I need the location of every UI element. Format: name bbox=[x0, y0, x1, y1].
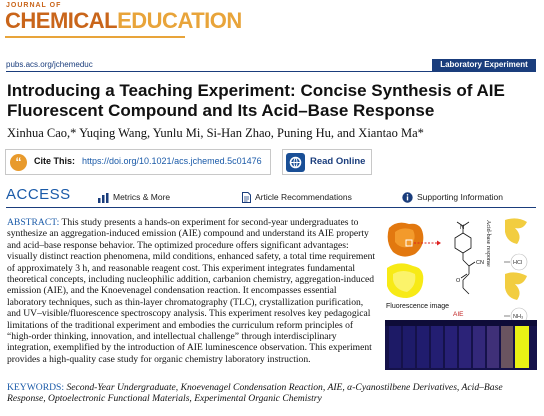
nh3-label: NH₃ bbox=[513, 314, 524, 320]
article-title: Introducing a Teaching Experiment: Concise Synthesis of AIE Fluorescent Compound and Its Acid–Base Response bbox=[7, 81, 505, 120]
url-divider bbox=[6, 71, 536, 72]
read-online-button[interactable] bbox=[282, 149, 372, 175]
access-divider bbox=[6, 207, 536, 208]
document-icon bbox=[242, 192, 251, 203]
toc-graphic[interactable] bbox=[383, 216, 538, 372]
aie-label: AIE bbox=[453, 311, 464, 318]
recommendations-button[interactable] bbox=[242, 192, 352, 203]
abstract-body: This study presents a hands-on experiment for second-year undergraduates to synthesize an aggregation-induced emission (AIE) compound and understand its AIE property and acid–base response behavior. The optimized procedure offers significant advantages: visually distinct reaction phenomena, mild conditions, enhanced safety, a total time requirement of approximately 3 h, and reasonable reagent cost. This experiment integrates fundamental theoretical concepts, including nucleophilic addition, carbanion chemistry, aggregation-induced emission (AIE), and the Knoevenagel condensation reaction. It encompasses essential laboratory techniques, such as thin-layer chromatography (TLC), crystallization purification, and UV–visible/fluorescence spectroscopy analysis. This experiment resolves key pedagogical limitations of the traditional experiment and embodies the curriculum reform principles of “high-order thinking, innovation, and intellectual challenge” through interdisciplinary integration, exemplified by the introduction of AIE luminescence observation. This experiment provides a high-quality case study for organic chemistry laboratory instruction. bbox=[7, 217, 376, 365]
url-row bbox=[0, 59, 544, 72]
journal-name-part2: EDUCATION bbox=[117, 8, 242, 33]
journal-url-link[interactable]: pubs.acs.org/jchemeduc bbox=[6, 60, 93, 69]
journal-banner bbox=[0, 0, 544, 48]
access-bar bbox=[0, 185, 544, 211]
abstract bbox=[7, 217, 377, 365]
article-authors: Xinhua Cao,* Yuqing Wang, Yunlu Mi, Si-Han Zhao, Puning Hu, and Xiantao Ma* bbox=[7, 126, 424, 140]
quote-icon: “ bbox=[10, 154, 27, 171]
cite-this-box[interactable] bbox=[5, 149, 271, 175]
access-label: ACCESS bbox=[6, 186, 71, 203]
keywords bbox=[7, 382, 537, 405]
toc-side-label: Acid-base response bbox=[485, 220, 491, 267]
toc-figure bbox=[383, 216, 538, 372]
svg-text:N: N bbox=[460, 225, 465, 231]
journal-name-part1: CHEMICAL bbox=[5, 8, 118, 33]
read-online-label: Read Online bbox=[310, 156, 366, 167]
toc-fluorescence-label: Fluorescence image bbox=[386, 303, 450, 310]
recommendations-label: Article Recommendations bbox=[255, 192, 352, 202]
journal-prefix: JOURNAL OF bbox=[6, 2, 62, 9]
supporting-info-label: Supporting Information bbox=[417, 192, 503, 202]
banner-rule bbox=[5, 36, 185, 38]
keywords-list: Second-Year Undergraduate, Knoevenagel Condensation Reaction, AIE, α-Cyanostilbene Derivatives, Acid–Base Response, Optoelectronic Functional Materials, Experimental Organic Chemistry bbox=[7, 382, 503, 405]
vials bbox=[389, 322, 529, 368]
supporting-info-button[interactable] bbox=[402, 192, 503, 203]
doi-link[interactable]: https://doi.org/10.1021/acs.jchemed.5c01476 bbox=[82, 156, 262, 166]
bar-chart-icon bbox=[98, 193, 109, 203]
keywords-heading: KEYWORDS: bbox=[7, 382, 65, 393]
hcl-label: HCl bbox=[513, 260, 523, 266]
section-badge: Laboratory Experiment bbox=[432, 59, 536, 71]
cite-label: Cite This: bbox=[34, 156, 76, 166]
abstract-heading: ABSTRACT: bbox=[7, 217, 60, 228]
journal-logo[interactable] bbox=[5, 8, 242, 34]
metrics-label: Metrics & More bbox=[113, 192, 171, 202]
read-online-icon bbox=[286, 153, 305, 172]
svg-text:CN: CN bbox=[476, 260, 484, 266]
svg-text:O: O bbox=[456, 278, 461, 284]
info-icon bbox=[402, 192, 413, 203]
metrics-button[interactable] bbox=[98, 192, 170, 203]
